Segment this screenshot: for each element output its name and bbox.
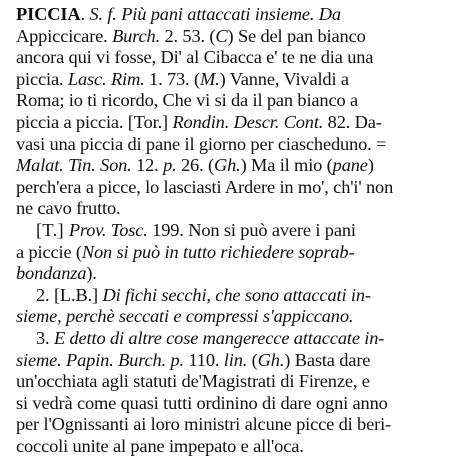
text-run: 199. Non si può avere i pani <box>147 219 356 240</box>
text-line <box>16 263 461 285</box>
text-run: ancora qui vi fosse, Di' al Cibacca e' te ne dia una <box>16 47 374 68</box>
text-run: ) Basta dare <box>284 349 371 370</box>
text-run: un'occhiata agli statuti de'Magistrati di Firenze, e <box>16 371 370 392</box>
text-run: piccia a piccia. [Tor.] <box>16 111 173 132</box>
text-run: 110. <box>184 349 224 370</box>
text-line <box>16 393 461 415</box>
text-run: Burch. <box>112 25 161 46</box>
text-line <box>16 350 461 372</box>
text-run: Roma; io ti ricordo, Che vi si da il pan bianco a <box>16 90 359 111</box>
text-run: ) Ma il mio ( <box>240 155 333 176</box>
text-run: Non si può in tutto richiedere soprab- <box>81 241 355 262</box>
text-run: vasi una piccia di pane il giorno per ciascheduno. = <box>16 133 387 154</box>
text-run: p. <box>163 155 177 176</box>
text-run: E detto di altre cose mangerecce attaccate in- <box>53 327 385 348</box>
text-run: 12. <box>131 155 164 176</box>
text-line <box>16 414 461 436</box>
text-run: 26. ( <box>176 155 214 176</box>
text-run: ) <box>367 155 374 176</box>
text-run: Gh. <box>257 349 285 370</box>
text-run: pane <box>332 155 368 176</box>
text-line <box>16 328 461 350</box>
text-run: 2. 53. ( <box>160 25 216 46</box>
text-line <box>16 4 461 26</box>
text-run: piccia. <box>16 68 68 89</box>
text-run: a piccie ( <box>16 241 82 262</box>
text-run: PICCIA <box>16 4 81 24</box>
text-run: Lasc. Rim. <box>67 68 145 89</box>
text-line <box>16 285 461 307</box>
text-line <box>16 436 461 458</box>
text-line <box>16 242 461 264</box>
text-run: ). <box>86 263 97 284</box>
text-run: Prov. Tosc. <box>68 219 148 240</box>
text-line <box>16 155 461 177</box>
text-run: lin. <box>223 349 248 370</box>
text-line <box>16 220 461 242</box>
text-run: sieme, perchè seccati e compressi s'appiccano. <box>16 306 354 327</box>
text-line <box>16 198 461 220</box>
text-run: Gh. <box>213 155 241 176</box>
text-run: 1. 73. ( <box>144 68 200 89</box>
text-run: si vedrà come quasi tutti ordinino di dare ogni anno <box>16 392 388 413</box>
text-line <box>16 47 461 69</box>
text-run: Malat. Tin. Son. <box>16 155 132 176</box>
text-run: Appiccicare. <box>16 25 113 46</box>
text-run: Di fichi secchi, che sono attaccati in- <box>102 284 371 305</box>
text-run: Rondin. Descr. Cont. <box>172 111 324 132</box>
text-run: ) Se del pan bianco <box>227 25 366 46</box>
text-line <box>16 69 461 91</box>
text-run: 82. Da- <box>323 111 382 132</box>
text-run: C <box>215 25 228 46</box>
text-run: perch'era a picce, lo lasciasti Ardere in mo', ch'i' non <box>16 176 394 197</box>
text-run: 3. <box>36 327 54 348</box>
text-line <box>16 306 461 328</box>
text-run: . <box>80 4 90 24</box>
text-run: coccoli unite al pane impepato e all'oca. <box>16 435 304 456</box>
text-run: sieme. Papin. Burch. p. <box>16 349 184 370</box>
text-line <box>16 177 461 199</box>
text-line <box>16 371 461 393</box>
text-run: ) Vanne, Vivaldi a <box>219 68 349 89</box>
text-run: ne cavo frutto. <box>16 198 121 219</box>
text-run: [T.] <box>36 219 69 240</box>
text-line <box>16 134 461 156</box>
text-line <box>16 90 461 112</box>
text-run: per l'Ognissanti ai loro ministri alcune picce di beri- <box>16 414 392 435</box>
text-run: S. f. Più pani attaccati insieme. Da <box>89 4 341 24</box>
text-run: 2. [L.B.] <box>36 284 103 305</box>
text-line <box>16 112 461 134</box>
text-run: M. <box>199 68 220 89</box>
text-line <box>16 26 461 48</box>
text-run: ( <box>247 349 258 370</box>
text-run: bondanza <box>16 263 87 284</box>
